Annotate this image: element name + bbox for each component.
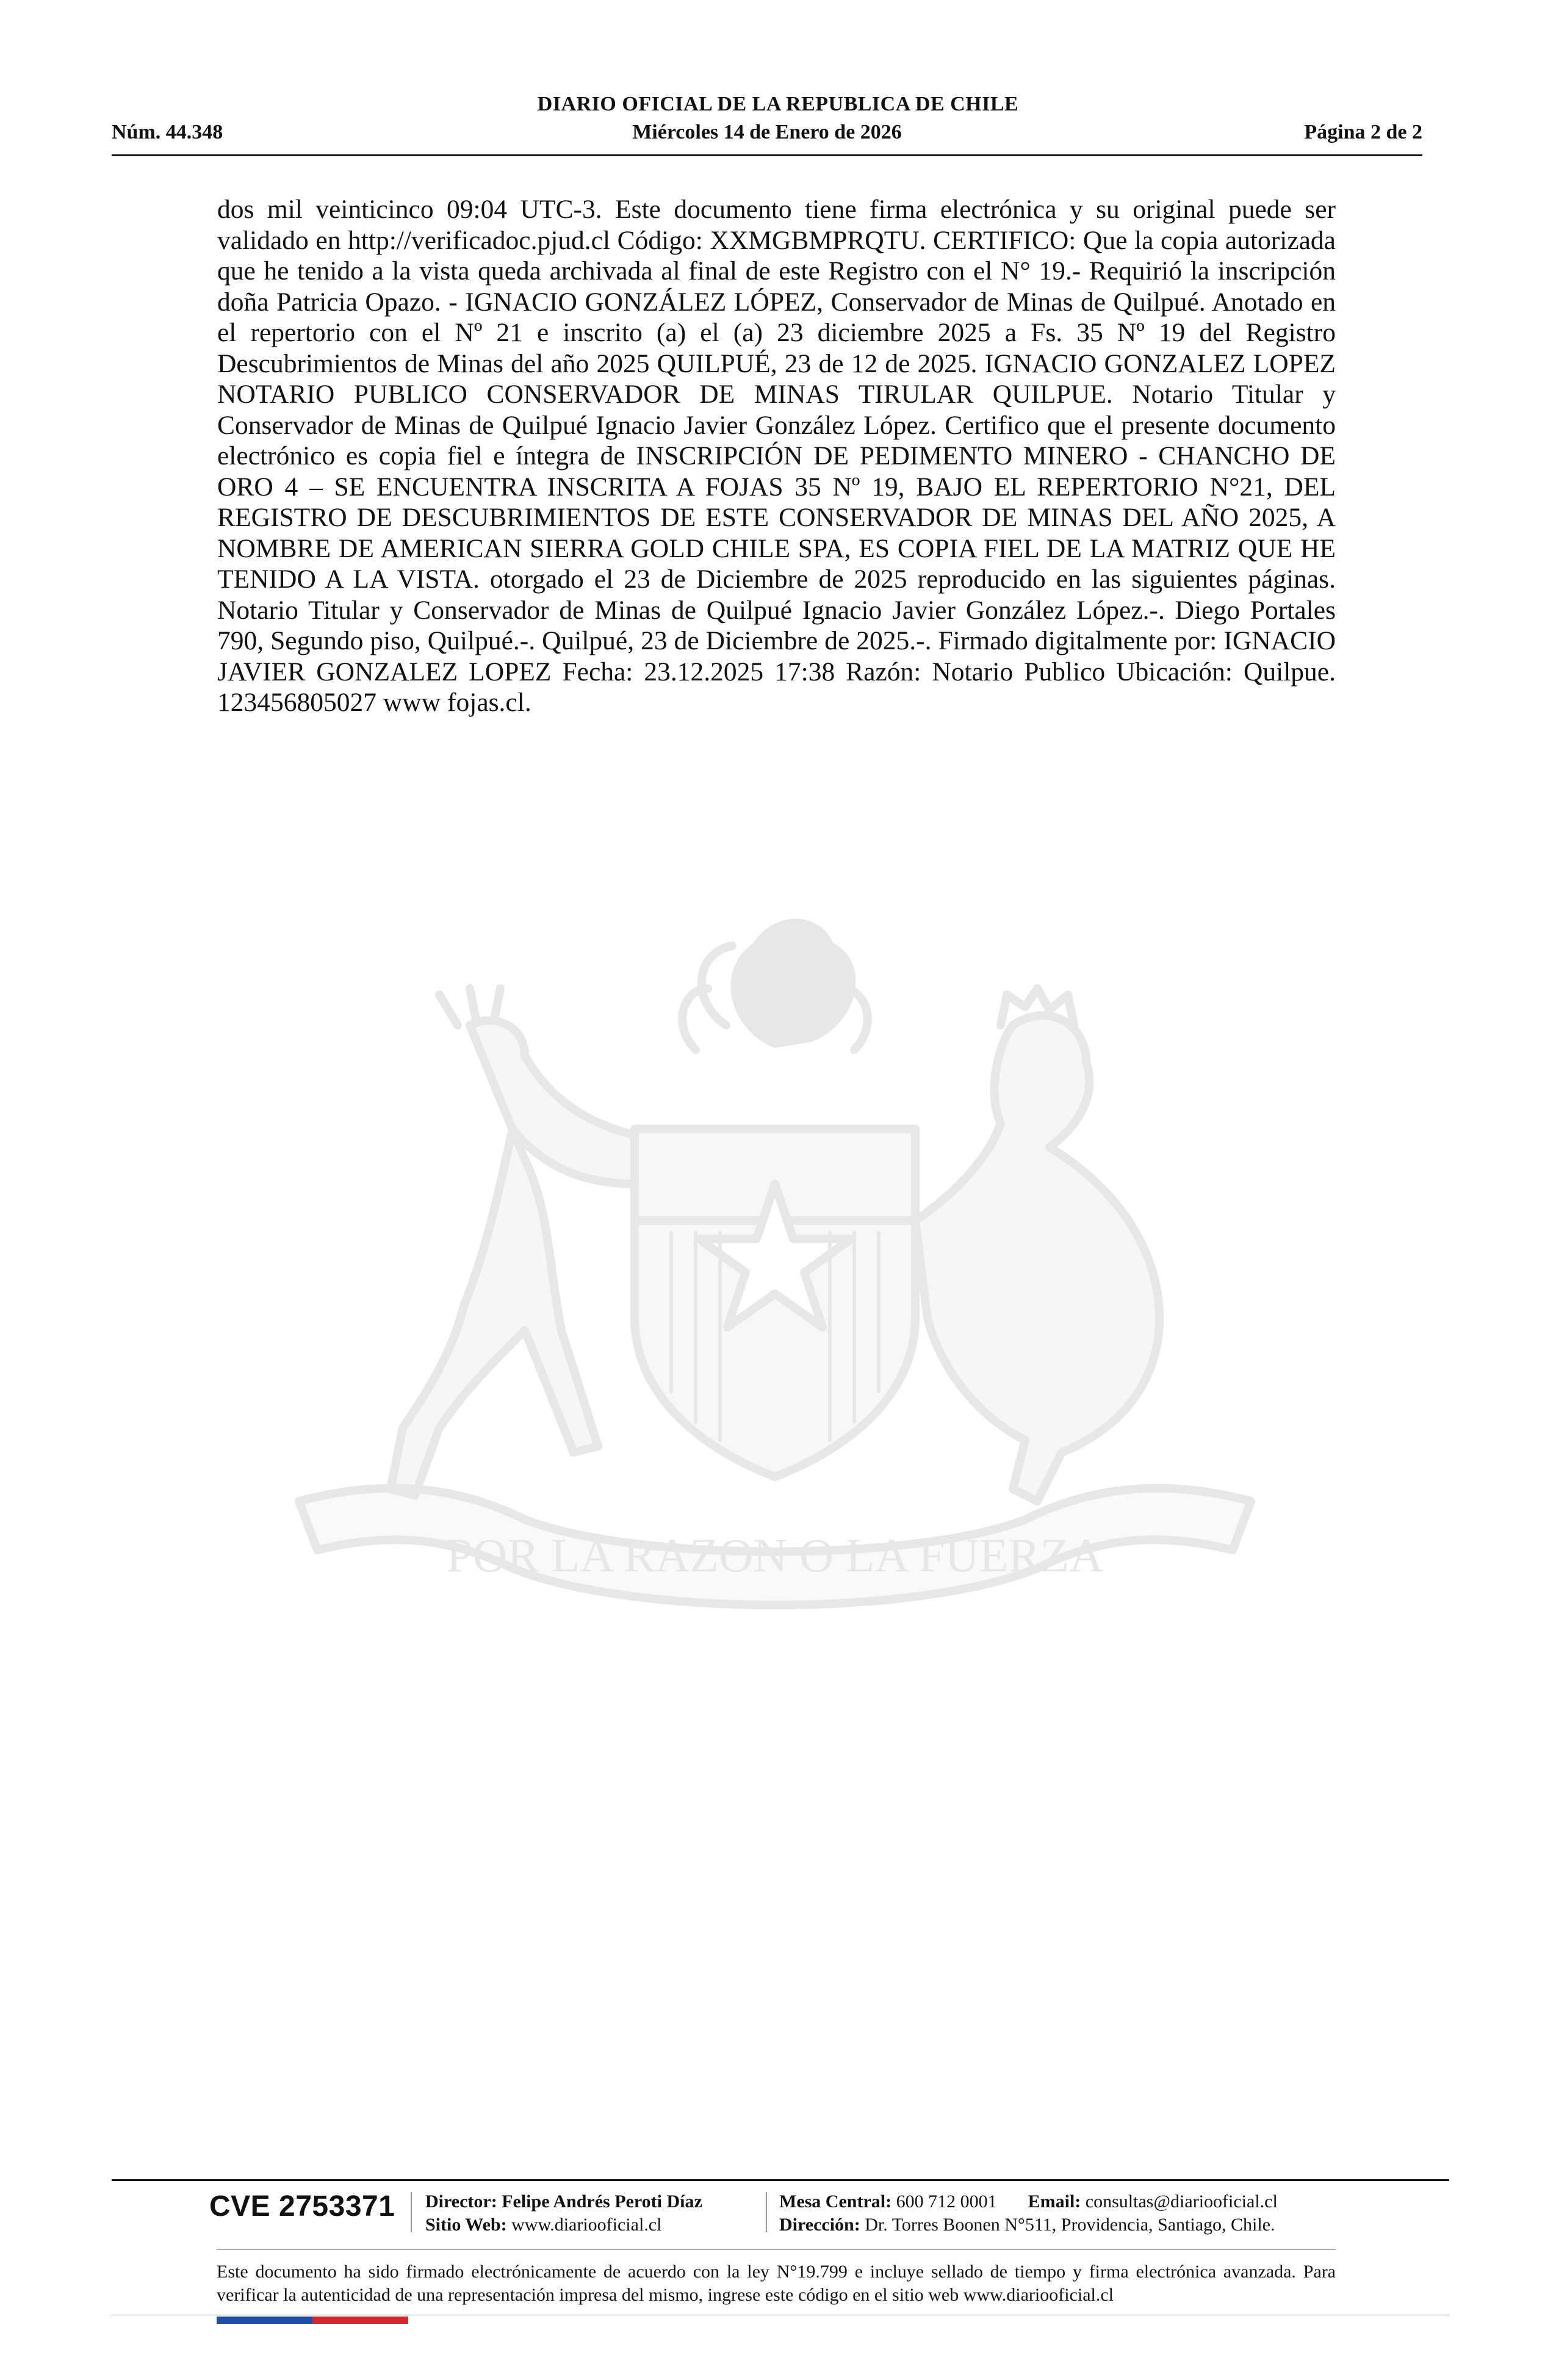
issue-date: Miércoles 14 de Enero de 2026 [632, 121, 902, 143]
director-name: Felipe Andrés Peroti Díaz [502, 2191, 702, 2212]
footer-contact-block [779, 2190, 1278, 2237]
header-row [112, 121, 1422, 148]
footer-separator [411, 2192, 412, 2232]
cve-code: CVE 2753371 [209, 2190, 395, 2223]
footer-mid-divider [217, 2249, 1336, 2250]
flag-blue-band [217, 2317, 312, 2324]
contact-line [779, 2190, 1278, 2213]
legal-notice: Este documento ha sido firmado electrónicamente de acuerdo con la ley N°19.799 e incluye sellado de tiempo y firma electrónica avanzada. Para verificar la autenticidad de una representación impresa del mismo, ingrese este código en el sitio web www.diariooficial.cl [217, 2262, 1336, 2305]
footer-director-block [425, 2190, 702, 2237]
coat-of-arms-watermark [207, 842, 1342, 1697]
flag-red-band [312, 2317, 408, 2324]
director-label: Director: [425, 2191, 497, 2212]
page-indicator: Página 2 de 2 [1304, 121, 1422, 143]
header-divider [112, 154, 1422, 156]
address-label: Dirección: [779, 2215, 860, 2235]
address-line [779, 2213, 1278, 2237]
footer-separator [766, 2192, 767, 2232]
document-body: dos mil veinticinco 09:04 UTC-3. Este documento tiene firma electrónica y su original puede ser validado en http://verificadoc.pjud.cl Código: XXMGBMPRQTU. CERTIFICO: Que la copia autorizada que he tenido a la vista queda archivada al final de este Registro con el N° 19.- Requirió la inscripción doña Patricia Opazo. - IGNACIO GONZÁLEZ LÓPEZ, Conservador de Minas de Quilpué. Anotado en el repertorio con el Nº 21 e inscrito (a) el (a) 23 diciembre 2025 a Fs. 35 Nº 19 del Registro Descubrimientos de Minas del año 2025 QUILPUÉ, 23 de 12 de 2025. IGNACIO GONZALEZ LOPEZ NOTARIO PUBLICO CONSERVADOR DE MINAS TIRULAR QUILPUE. Notario Titular y Conservador de Minas de Quilpué Ignacio Javier González López. Certifico que el presente documento electrónico es copia fiel e íntegra de INSCRIPCIÓN DE PEDIMENTO MINERO - CHANCHO DE ORO 4 – SE ENCUENTRA INSCRITA A FOJAS 35 Nº 19, BAJO EL REPERTORIO N°21, DEL REGISTRO DE DESCUBRIMIENTOS DE ESTE CONSERVADOR DE MINAS DEL AÑO 2025, A NOMBRE DE AMERICAN SIERRA GOLD CHILE SPA, ES COPIA FIEL DE LA MATRIZ QUE HE TENIDO A LA VISTA. otorgado el 23 de Diciembre de 2025 reproducido en las siguientes páginas. Notario Titular y Conservador de Minas de Quilpué Ignacio Javier González López.-. Diego Portales 790, Segundo piso, Quilpué.-. Quilpué, 23 de Diciembre de 2025.-. Firmado digitalmente por: IGNACIO JAVIER GONZALEZ LOPEZ Fecha: 23.12.2025 17:38 Razón: Notario Publico Ubicación: Quilpue. 123456805027 www fojas.cl. [217, 195, 1336, 717]
address-value: Dr. Torres Boonen N°511, Providencia, Santiago, Chile. [865, 2215, 1275, 2235]
website-link[interactable]: www.diariooficial.cl [511, 2215, 662, 2235]
website-line [425, 2213, 702, 2237]
mesa-phone: 600 712 0001 [896, 2191, 997, 2212]
email-label: Email: [1028, 2191, 1081, 2212]
director-line [425, 2190, 702, 2213]
footer-top-divider [112, 2179, 1449, 2181]
mesa-label: Mesa Central: [779, 2191, 892, 2212]
email-address[interactable]: consultas@diariooficial.cl [1085, 2191, 1278, 2212]
issue-number: Núm. 44.348 [112, 121, 223, 143]
newspaper-title: DIARIO OFICIAL DE LA REPUBLICA DE CHILE [537, 93, 1019, 115]
flag-stripe [217, 2317, 408, 2324]
website-label: Sitio Web: [425, 2215, 507, 2235]
coat-of-arms-motto: POR LA RAZON O LA FUERZA [446, 1529, 1104, 1582]
